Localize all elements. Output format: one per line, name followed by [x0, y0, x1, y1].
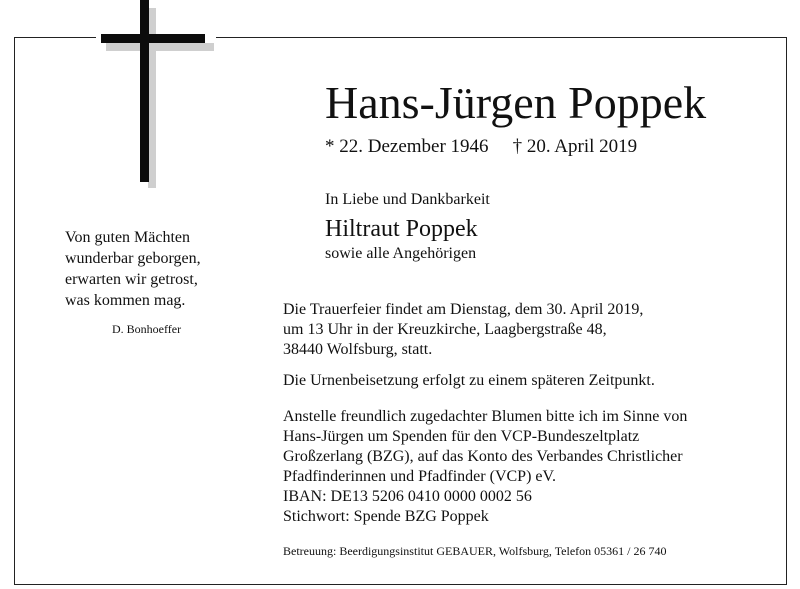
quote-line: erwarten wir getrost, [65, 271, 198, 288]
deceased-name: Hans-Jürgen Poppek [325, 77, 707, 128]
cross-beam-horizontal [101, 34, 205, 43]
funeral-line: 38440 Wolfsburg, statt. [283, 341, 433, 358]
quote-block [65, 227, 201, 311]
life-dates [325, 136, 637, 158]
mourners-intro: In Liebe und Dankbarkeit [325, 191, 490, 208]
funeral-home-footer: Betreuung: Beerdigungsinstitut GEBAUER, Wolfsburg, Telefon 05361 / 26 740 [283, 544, 667, 558]
donation-line: Anstelle freundlich zugedachter Blumen bitte ich im Sinne von [283, 408, 688, 425]
iban-line: IBAN: DE13 5206 0410 0000 0002 56 [283, 488, 532, 505]
quote-line: wunderbar geborgen, [65, 250, 201, 267]
cross-icon [96, 0, 216, 195]
donation-line: Pfadfinderinnen und Pfadfinder (VCP) eV. [283, 468, 556, 485]
cross-shadow-horizontal [106, 43, 214, 51]
keyword-line: Stichwort: Spende BZG Poppek [283, 508, 489, 525]
mourner-name: Hiltraut Poppek [325, 216, 478, 242]
funeral-info [283, 300, 643, 360]
cross-beam-vertical [140, 0, 149, 182]
mourners-others: sowie alle Angehörigen [325, 245, 477, 262]
donation-line: Hans-Jürgen um Spenden für den VCP-Bundeszeltplatz [283, 428, 640, 445]
funeral-line: Die Trauerfeier findet am Dienstag, dem 30. April 2019, [283, 301, 644, 318]
quote-author: D. Bonhoeffer [112, 322, 182, 336]
funeral-line: um 13 Uhr in der Kreuzkirche, Laagbergstraße 48, [283, 321, 607, 338]
donation-line: Großzerlang (BZG), auf das Konto des Verbandes Christlicher [283, 448, 683, 465]
death-date: † 20. April 2019 [512, 136, 638, 157]
donation-info [283, 407, 687, 527]
quote-line: was kommen mag. [65, 292, 186, 309]
quote-line: Von guten Mächten [65, 229, 191, 246]
urn-info: Die Urnenbeisetzung erfolgt zu einem späteren Zeitpunkt. [283, 372, 655, 389]
birth-date: * 22. Dezember 1946 [325, 136, 489, 157]
